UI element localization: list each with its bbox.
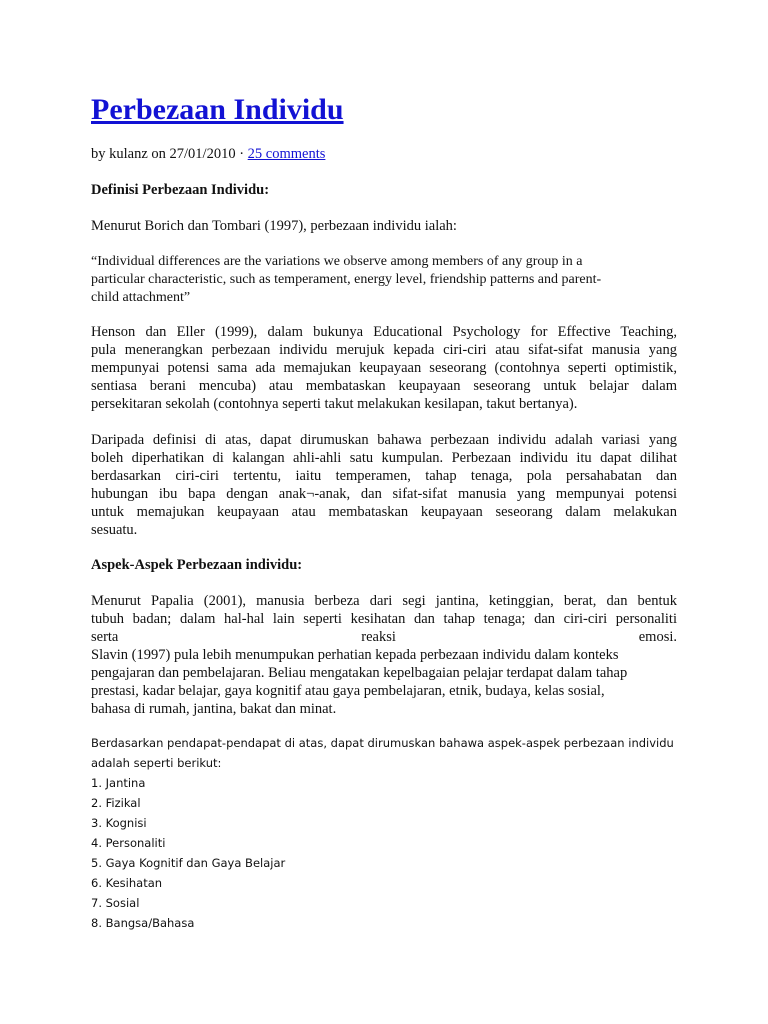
list-item: 4. Personaliti (91, 836, 166, 850)
byline (91, 145, 325, 163)
quote-line: particular characteristic, such as temperament, energy level, friendship patterns and parent- (91, 272, 602, 287)
quote-paragraph (91, 253, 677, 307)
definition-heading: Definisi Perbezaan Individu: (91, 182, 270, 198)
text-line: Berdasarkan pendapat-pendapat di atas, dapat dirumuskan bahawa aspek-aspek perbezaan individu (91, 736, 674, 750)
text-line: tubuh badan; dalam hal-hal lain seperti kesihatan dan tahap tenaga; dan ciri-ciri personaliti (91, 611, 677, 627)
list-item: 2. Fizikal (91, 796, 141, 810)
list-item: 6. Kesihatan (91, 876, 163, 890)
text-line: Menurut Papalia (2001), manusia berbeza dari segi jantina, ketinggian, berat, dan bentuk (91, 593, 677, 609)
text-line: Henson dan Eller (1999), dalam bukunya Educational Psychology for Effective Teaching, (91, 324, 677, 340)
aspects-list (91, 773, 285, 933)
conclusion-paragraph (91, 733, 677, 773)
title-link[interactable]: Perbezaan Individu (91, 93, 344, 126)
text-line: Slavin (1997) pula lebih menumpukan perhatian kepada perbezaan individu dalam konteks (91, 647, 619, 663)
list-item: 1. Jantina (91, 776, 146, 790)
text-line: hubungan ibu bapa dengan anak¬-anak, dan sifat-sifat manusia yang mempunyai potensi (91, 486, 677, 502)
list-item: 3. Kognisi (91, 816, 147, 830)
text-line: adalah seperti berikut: (91, 756, 222, 770)
text-line: pengajaran dan pembelajaran. Beliau mengatakan kepelbagaian pelajar terdapat dalam tahap (91, 665, 628, 681)
list-item: 8. Bangsa/Bahasa (91, 916, 195, 930)
henson-paragraph (91, 323, 677, 413)
aspects-heading: Aspek-Aspek Perbezaan individu: (91, 557, 303, 573)
text-line: sentiasa berani mencuba) atau membataskan keupayaan seseorang untuk belajar dalam (91, 378, 677, 394)
text-line: sesuatu. (91, 522, 138, 538)
text-line: bahasa di rumah, jantina, bakat dan minat. (91, 701, 337, 717)
text-line: prestasi, kadar belajar, gaya kognitif atau gaya pembelajaran, etnik, budaya, kelas sosial, (91, 683, 605, 699)
text-line: boleh diperhatikan di kalangan ahli-ahli satu kumpulan. Perbezaan individu itu dapat dilihat (91, 450, 677, 466)
text-line: untuk memajukan keupayaan atau membataskan keupayaan seseorang dalam melakukan (91, 504, 677, 520)
list-item: 7. Sosial (91, 896, 140, 910)
intro-paragraph: Menurut Borich dan Tombari (1997), perbezaan individu ialah: (91, 218, 457, 234)
papalia-paragraph (91, 592, 677, 646)
text-line: serta reaksi emosi. (91, 629, 677, 645)
quote-line: “Individual differences are the variations we observe among members of any group in a (91, 254, 583, 269)
text-line: berdasarkan ciri-ciri tertentu, iaitu temperamen, tahap tenaga, pola persahabatan dan (91, 468, 677, 484)
comments-link[interactable]: 25 comments (247, 146, 326, 162)
text-line: mempunyai potensi sama ada memajukan keupayaan seseorang (contohnya seperti optimistik, (91, 360, 677, 376)
list-item: 5. Gaya Kognitif dan Gaya Belajar (91, 856, 286, 870)
summary-paragraph (91, 431, 677, 539)
page-title (91, 92, 344, 128)
byline-text: by kulanz on 27/01/2010 · (91, 146, 248, 162)
quote-line: child attachment” (91, 290, 191, 305)
text-line: Daripada definisi di atas, dapat dirumuskan bahawa perbezaan individu adalah variasi yang (91, 432, 677, 448)
slavin-paragraph (91, 646, 677, 718)
text-line: pula menerangkan perbezaan individu merujuk kepada ciri-ciri atau sifat-sifat manusia yang (91, 342, 677, 358)
text-line: persekitaran sekolah (contohnya seperti takut melakukan kesilapan, takut bertanya). (91, 396, 578, 412)
